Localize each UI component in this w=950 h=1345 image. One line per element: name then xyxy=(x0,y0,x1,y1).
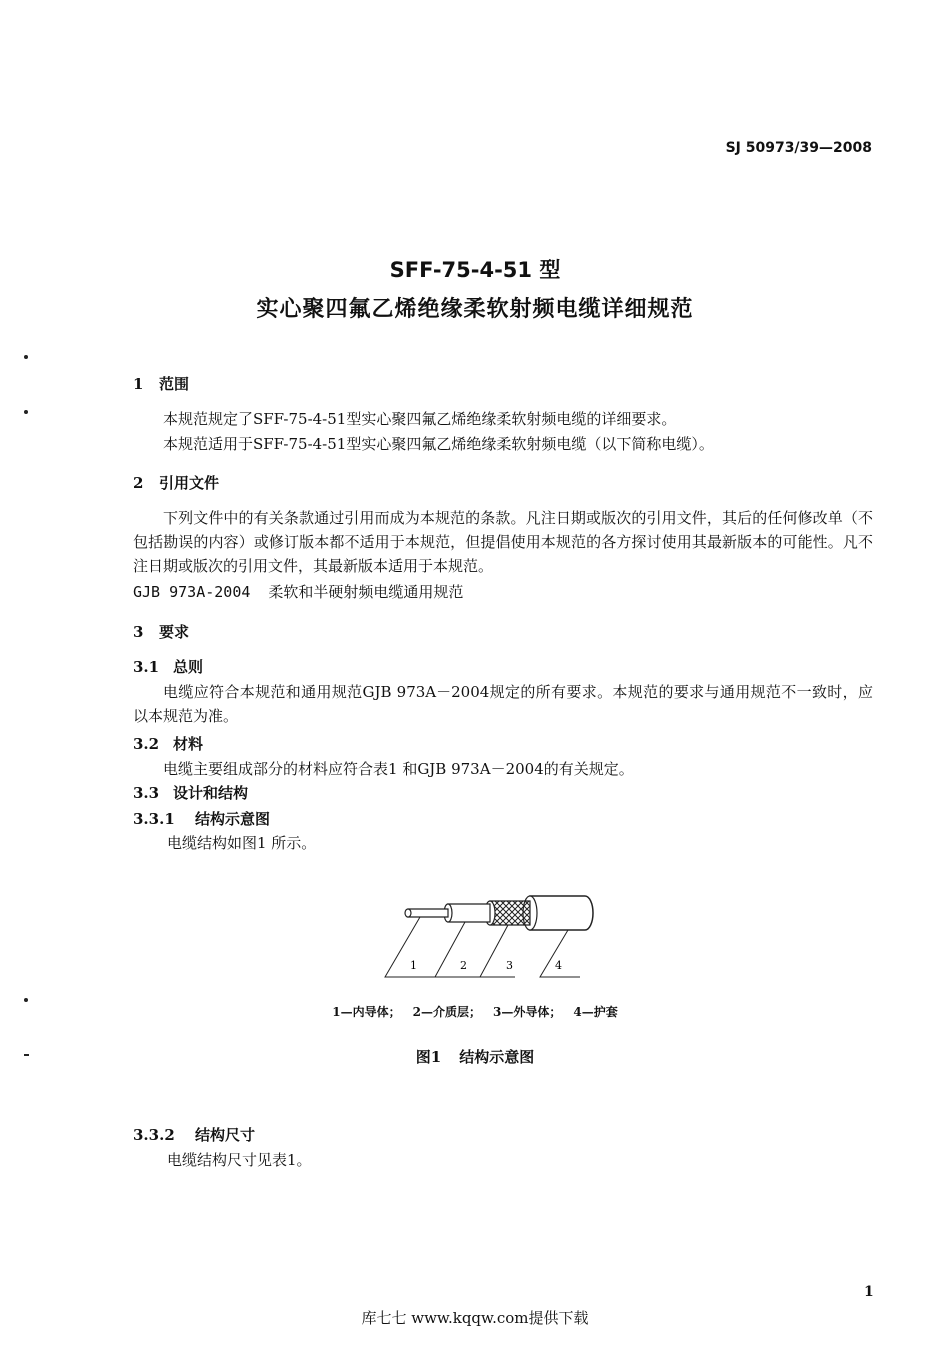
reference-code: GJB 973A-2004 xyxy=(133,583,251,601)
figure-legend xyxy=(0,1003,950,1020)
section-2-para-1: 下列文件中的有关条款通过引用而成为本规范的条款。凡注日期或版次的引用文件，其后的任何修改单（不包括勘误的内容）或修订版本都不适用于本规范，但提倡使用本规范的各方探讨使用其最新版本的可能性。凡不注日期或版次的引用文件，其最新版本适用于本规范。 xyxy=(133,509,873,575)
section-3-3-2-heading xyxy=(133,1124,255,1145)
page-number: 1 xyxy=(864,1284,874,1300)
section-title: 要求 xyxy=(159,623,190,641)
leader-line-2 xyxy=(435,922,480,977)
reference-entry xyxy=(133,580,463,604)
section-3-2-para: 电缆主要组成部分的材料应符合表1 和GJB 973A－2004的有关规定。 xyxy=(163,760,634,778)
section-3-3-2-para: 电缆结构尺寸见表1。 xyxy=(167,1151,312,1169)
title-model: SFF-75-4-51 型 xyxy=(389,258,561,282)
part-label-4: 4 xyxy=(555,959,562,972)
part-label-2: 2 xyxy=(460,959,467,972)
section-1-para-1: 本规范规定了SFF-75-4-51型实心聚四氟乙烯绝缘柔软射频电缆的详细要求。 xyxy=(163,410,677,428)
scan-speck xyxy=(24,1054,29,1056)
inner-conductor xyxy=(408,909,448,917)
section-3-3-1-heading xyxy=(133,808,270,829)
figure-number: 图1 xyxy=(415,1048,442,1066)
figure-title: 结构示意图 xyxy=(459,1048,535,1066)
scan-speck xyxy=(24,998,28,1002)
section-title: 范围 xyxy=(159,375,190,393)
cable-structure-diagram xyxy=(380,882,620,982)
title-main: 实心聚四氟乙烯绝缘柔软射频电缆详细规范 xyxy=(256,297,694,322)
section-number: 3.2 xyxy=(133,735,160,753)
jacket-layer xyxy=(530,896,593,930)
section-title: 结构示意图 xyxy=(195,810,271,828)
section-title: 总则 xyxy=(173,658,204,676)
legend-item: 4—护套 xyxy=(573,1005,618,1019)
section-number: 3.3 xyxy=(133,784,160,802)
section-3-heading xyxy=(133,621,189,642)
section-title: 材料 xyxy=(173,735,204,753)
section-3-1-heading xyxy=(133,656,203,677)
section-number: 1 xyxy=(133,375,144,393)
section-2-heading xyxy=(133,472,219,493)
section-number: 3.3.1 xyxy=(133,810,175,828)
dielectric-layer xyxy=(448,904,490,922)
scan-speck xyxy=(24,355,28,359)
scan-speck xyxy=(24,410,28,414)
section-number: 2 xyxy=(133,474,144,492)
section-3-3-heading xyxy=(133,782,248,803)
section-number: 3.1 xyxy=(133,658,160,676)
section-1-heading xyxy=(133,373,189,394)
part-label-1: 1 xyxy=(410,959,417,972)
document-code: SJ 50973/39—2008 xyxy=(725,140,872,156)
download-footer: 库七七 www.kqqw.com提供下载 xyxy=(361,1309,589,1327)
section-number: 3.3.2 xyxy=(133,1126,175,1144)
legend-item: 1—内导体； xyxy=(332,1005,401,1019)
section-title: 引用文件 xyxy=(159,474,220,492)
section-1-para-2: 本规范适用于SFF-75-4-51型实心聚四氟乙烯绝缘柔软射频电缆（以下简称电缆）。 xyxy=(163,435,714,453)
section-3-2-heading xyxy=(133,733,203,754)
reference-title: 柔软和半硬射频电缆通用规范 xyxy=(268,583,464,601)
figure-caption xyxy=(0,1046,950,1067)
section-3-1-para: 电缆应符合本规范和通用规范GJB 973A－2004规定的所有要求。本规范的要求与通用规范不一致时，应以本规范为准。 xyxy=(133,683,873,725)
outer-conductor-layer xyxy=(490,901,530,925)
legend-item: 3—外导体； xyxy=(493,1005,562,1019)
section-title: 设计和结构 xyxy=(173,784,249,802)
inner-conductor-end xyxy=(405,909,411,917)
section-number: 3 xyxy=(133,623,144,641)
part-label-3: 3 xyxy=(506,959,513,972)
section-3-3-1-para: 电缆结构如图1 所示。 xyxy=(167,834,317,852)
legend-item: 2—介质层； xyxy=(412,1005,481,1019)
section-title: 结构尺寸 xyxy=(195,1126,256,1144)
